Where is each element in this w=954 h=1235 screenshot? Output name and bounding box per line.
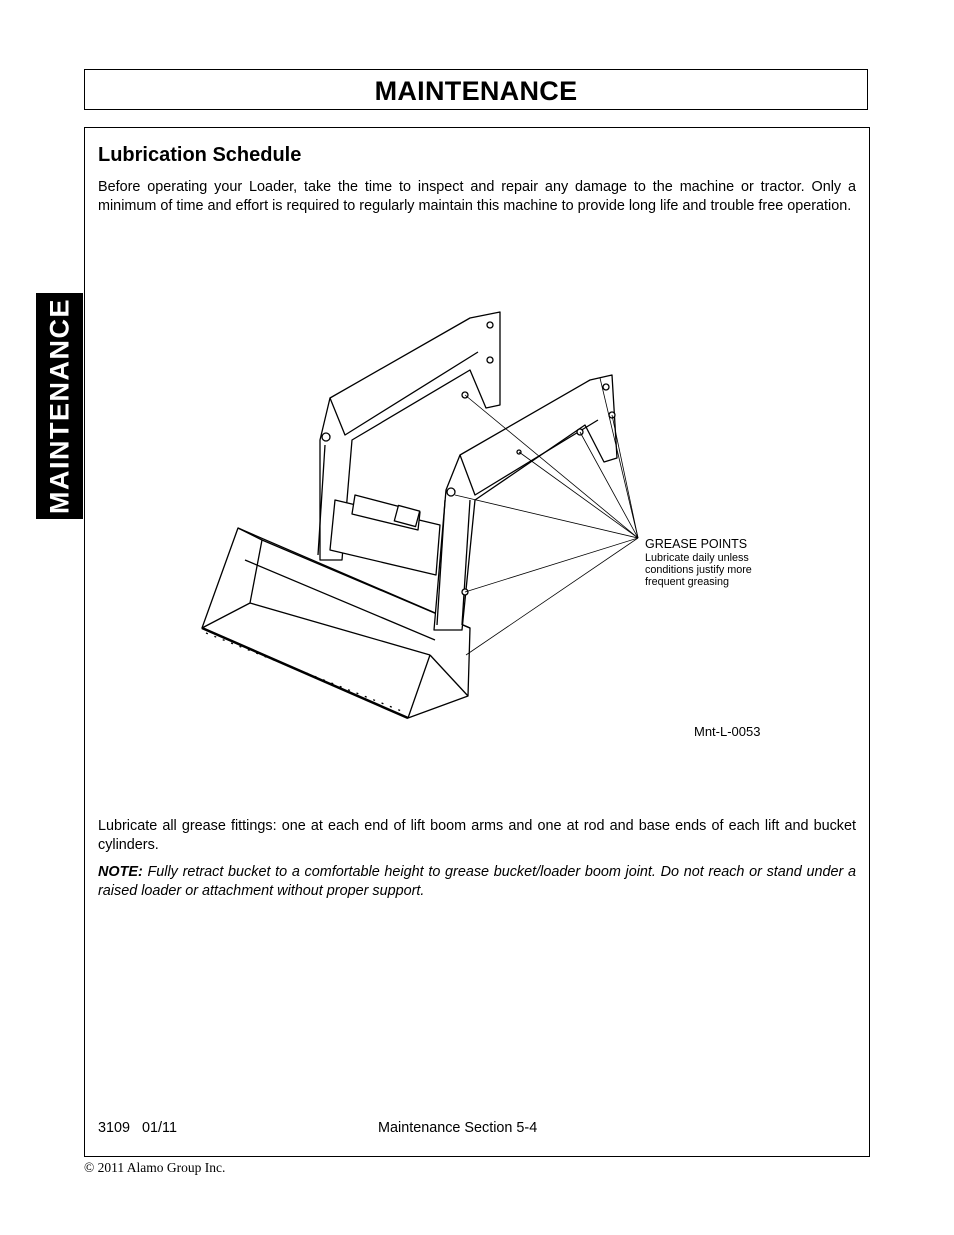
section-title: Lubrication Schedule [98, 144, 302, 166]
footer-doc-number: 3109 01/11 [98, 1120, 177, 1136]
footer-section: Maintenance Section 5-4 [378, 1120, 538, 1136]
side-tab-label: MAINTENANCE [44, 298, 74, 514]
note-label: NOTE: [98, 864, 143, 880]
grease-points-label: GREASE POINTS [645, 537, 748, 551]
note-paragraph [98, 863, 856, 901]
front-loader-line-drawing [195, 305, 780, 745]
intro-paragraph: Before operating your Loader, take the time to inspect and repair any damage to the machine or tractor. Only a minimum of time and effort is required to regularly maintain this machine to provide long life and trouble free operation. [98, 179, 856, 214]
figure-id: Mnt-L-0053 [694, 724, 761, 739]
page-title: MAINTENANCE [374, 76, 578, 106]
side-tab [36, 293, 83, 519]
lubrication-paragraph: Lubricate all grease fittings: one at each end of lift boom arms and one at rod and base ends of each lift and bucket cylinders. [98, 818, 856, 853]
page-header [84, 69, 868, 110]
note-text: Fully retract bucket to a comfortable height to grease bucket/loader boom joint. Do not reach or stand under a raised loader or attachment without proper support. [98, 864, 857, 899]
grease-points-note: Lubricate daily unless conditions justify more frequent greasing [645, 552, 752, 588]
copyright: © 2011 Alamo Group Inc. [84, 1160, 226, 1175]
